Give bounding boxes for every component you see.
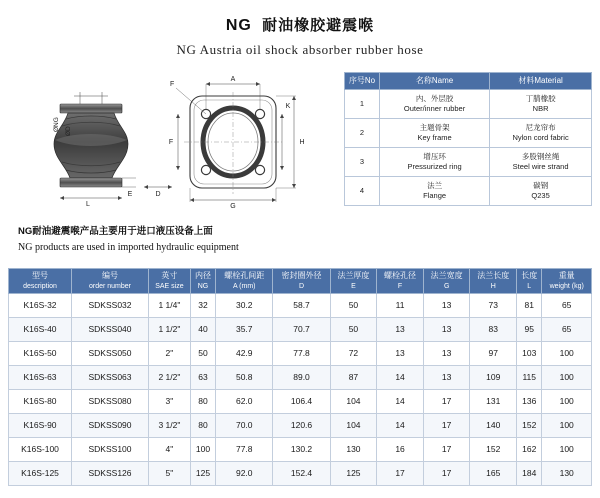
cell-order-number: SDKSS100 xyxy=(72,437,149,461)
cell-a: 77.8 xyxy=(216,437,273,461)
cell-sae-size: 3 1/2" xyxy=(149,413,191,437)
cell-e: 14 xyxy=(377,389,424,413)
cell-ng: 32 xyxy=(190,293,215,317)
cell-weight: 100 xyxy=(542,341,592,365)
table-row xyxy=(9,389,592,413)
cell-description: K16S-80 xyxy=(9,389,72,413)
label-d: D xyxy=(155,191,161,198)
cell-h: 162 xyxy=(517,437,542,461)
label-k: K xyxy=(285,103,291,110)
cell-h: 152 xyxy=(517,413,542,437)
label-f-top: F xyxy=(170,81,175,88)
cell-weight: 100 xyxy=(542,413,592,437)
material-name: 法兰 Flange xyxy=(380,177,490,206)
cell-weight: 100 xyxy=(542,389,592,413)
cell-order-number: SDKSS080 xyxy=(72,389,149,413)
cell-a: 42.9 xyxy=(216,341,273,365)
cell-weight: 65 xyxy=(542,317,592,341)
cell-d: 104 xyxy=(330,389,377,413)
cell-seal-od: 106.4 xyxy=(273,389,330,413)
cell-a: 92.0 xyxy=(216,461,273,485)
cell-sae-size: 2" xyxy=(149,341,191,365)
cell-sae-size: 5" xyxy=(149,461,191,485)
cell-weight: 100 xyxy=(542,437,592,461)
cell-sae-size: 1 1/4" xyxy=(149,293,191,317)
cell-sae-size: 3" xyxy=(149,389,191,413)
caption-chinese: NG耐油避震喉产品主要用于进口液压设备上面 xyxy=(18,226,213,237)
material-spec: 碳钢 Q235 xyxy=(490,177,592,206)
cell-description: K16S-90 xyxy=(9,413,72,437)
cell-f: 17 xyxy=(423,461,470,485)
cell-description: K16S-125 xyxy=(9,461,72,485)
cell-g: 73 xyxy=(470,293,517,317)
cell-description: K16S-32 xyxy=(9,293,72,317)
cell-seal-od: 130.2 xyxy=(273,437,330,461)
table-row xyxy=(345,148,592,177)
material-no: 2 xyxy=(345,119,380,148)
cell-e: 14 xyxy=(377,413,424,437)
cell-seal-od: 89.0 xyxy=(273,365,330,389)
cell-ng: 80 xyxy=(190,389,215,413)
cell-ng: 125 xyxy=(190,461,215,485)
cell-g: 140 xyxy=(470,413,517,437)
cell-d: 87 xyxy=(330,365,377,389)
table-row xyxy=(9,437,592,461)
spec-header-sae-size: 英寸 SAE size xyxy=(149,269,191,293)
materials-header-name: 名称Name xyxy=(380,73,490,90)
cell-a: 30.2 xyxy=(216,293,273,317)
spec-header-description: 型号 description xyxy=(9,269,72,293)
cell-f: 13 xyxy=(423,293,470,317)
table-row xyxy=(9,341,592,365)
spec-header-order-number: 编号 order number xyxy=(72,269,149,293)
spec-header-h: 法兰长度 H xyxy=(470,269,517,293)
cell-description: K16S-50 xyxy=(9,341,72,365)
material-spec: 丁腈橡胶 NBR xyxy=(490,90,592,119)
spec-header-ng: 内径 NG xyxy=(190,269,215,293)
drawing-side-view xyxy=(53,92,172,208)
cell-g: 83 xyxy=(470,317,517,341)
cell-seal-od: 120.6 xyxy=(273,413,330,437)
cell-seal-od: 58.7 xyxy=(273,293,330,317)
material-no: 1 xyxy=(345,90,380,119)
cell-a: 70.0 xyxy=(216,413,273,437)
material-name: 内、外层胶 Outer/inner rubber xyxy=(380,90,490,119)
cell-h: 115 xyxy=(517,365,542,389)
caption-english: NG products are used in imported hydraulic equipment xyxy=(18,242,239,254)
cell-h: 95 xyxy=(517,317,542,341)
material-spec: 多股钢丝绳 Steel wire strand xyxy=(490,148,592,177)
cell-h: 136 xyxy=(517,389,542,413)
label-g: G xyxy=(230,203,236,210)
cell-e: 14 xyxy=(377,365,424,389)
table-row xyxy=(9,461,592,485)
cell-h: 184 xyxy=(517,461,542,485)
table-row xyxy=(345,177,592,206)
material-no: 3 xyxy=(345,148,380,177)
table-row xyxy=(9,365,592,389)
title-chinese-text: 耐油橡胶避震喉 xyxy=(262,17,375,34)
title-ng-code: NG xyxy=(225,17,252,34)
cell-order-number: SDKSS050 xyxy=(72,341,149,365)
table-row xyxy=(9,413,592,437)
cell-e: 17 xyxy=(377,461,424,485)
cell-a: 62.0 xyxy=(216,389,273,413)
cell-g: 165 xyxy=(470,461,517,485)
specification-table xyxy=(8,268,592,485)
label-dn: ØNG xyxy=(53,117,60,132)
cell-h: 103 xyxy=(517,341,542,365)
cell-f: 13 xyxy=(423,317,470,341)
spec-header-a: 螺栓孔间距 A (mm) xyxy=(216,269,273,293)
cell-seal-od: 152.4 xyxy=(273,461,330,485)
cell-order-number: SDKSS090 xyxy=(72,413,149,437)
table-row xyxy=(345,90,592,119)
cell-order-number: SDKSS040 xyxy=(72,317,149,341)
label-e: E xyxy=(127,191,133,198)
cell-g: 97 xyxy=(470,341,517,365)
cell-ng: 50 xyxy=(190,341,215,365)
label-dd: ØD xyxy=(65,126,72,136)
cell-h: 81 xyxy=(517,293,542,317)
cell-e: 11 xyxy=(377,293,424,317)
spec-header-l: 长度 L xyxy=(517,269,542,293)
cell-d: 104 xyxy=(330,413,377,437)
cell-e: 16 xyxy=(377,437,424,461)
cell-description: K16S-63 xyxy=(9,365,72,389)
material-spec: 尼龙帘布 Nylon cord fabric xyxy=(490,119,592,148)
cell-weight: 130 xyxy=(542,461,592,485)
label-a: A xyxy=(230,76,236,83)
title-chinese xyxy=(0,14,600,35)
spec-table-container xyxy=(0,268,600,485)
table-row xyxy=(9,293,592,317)
cell-sae-size: 4" xyxy=(149,437,191,461)
material-name: 主题骨架 Key frame xyxy=(380,119,490,148)
spec-header-f: 螺栓孔径 F xyxy=(377,269,424,293)
cell-e: 13 xyxy=(377,341,424,365)
product-caption xyxy=(0,224,600,256)
label-h: H xyxy=(299,139,305,146)
cell-a: 35.7 xyxy=(216,317,273,341)
cell-g: 152 xyxy=(470,437,517,461)
cell-d: 72 xyxy=(330,341,377,365)
material-name: 增压环 Pressurized ring xyxy=(380,148,490,177)
materials-header-row xyxy=(345,73,592,90)
upper-section xyxy=(0,70,600,218)
spec-header-g: 法兰宽度 G xyxy=(423,269,470,293)
cell-ng: 63 xyxy=(190,365,215,389)
materials-header-no: 序号No xyxy=(345,73,380,90)
cell-ng: 40 xyxy=(190,317,215,341)
spec-header-e: 法兰厚度 E xyxy=(330,269,377,293)
table-row xyxy=(9,317,592,341)
spec-header-row xyxy=(9,269,592,293)
cell-e: 13 xyxy=(377,317,424,341)
cell-f: 17 xyxy=(423,389,470,413)
cell-description: K16S-40 xyxy=(9,317,72,341)
spec-header-weight: 重量 weight (kg) xyxy=(542,269,592,293)
technical-drawing xyxy=(18,70,338,218)
cell-d: 125 xyxy=(330,461,377,485)
cell-a: 50.8 xyxy=(216,365,273,389)
cell-d: 50 xyxy=(330,317,377,341)
spec-header-d-seal: 密封圈外径 D xyxy=(273,269,330,293)
cell-order-number: SDKSS063 xyxy=(72,365,149,389)
cell-f: 13 xyxy=(423,365,470,389)
drawing-flange-view xyxy=(169,76,305,210)
label-f: F xyxy=(168,139,174,146)
label-l: L xyxy=(86,201,90,208)
cell-d: 130 xyxy=(330,437,377,461)
cell-ng: 100 xyxy=(190,437,215,461)
cell-ng: 80 xyxy=(190,413,215,437)
cell-d: 50 xyxy=(330,293,377,317)
materials-table xyxy=(344,72,592,206)
cell-weight: 100 xyxy=(542,365,592,389)
cell-g: 131 xyxy=(470,389,517,413)
table-row xyxy=(345,119,592,148)
cell-seal-od: 70.7 xyxy=(273,317,330,341)
cell-f: 17 xyxy=(423,413,470,437)
cell-g: 109 xyxy=(470,365,517,389)
title-english: NG Austria oil shock absorber rubber hose xyxy=(176,42,424,57)
material-no: 4 xyxy=(345,177,380,206)
cell-sae-size: 1 1/2" xyxy=(149,317,191,341)
cell-f: 13 xyxy=(423,341,470,365)
cell-seal-od: 77.8 xyxy=(273,341,330,365)
cell-description: K16S-100 xyxy=(9,437,72,461)
cell-sae-size: 2 1/2" xyxy=(149,365,191,389)
drawing-svg xyxy=(18,70,338,218)
cell-f: 17 xyxy=(423,437,470,461)
cell-order-number: SDKSS126 xyxy=(72,461,149,485)
page-title xyxy=(0,0,600,58)
materials-header-material: 材料Material xyxy=(490,73,592,90)
cell-weight: 65 xyxy=(542,293,592,317)
cell-order-number: SDKSS032 xyxy=(72,293,149,317)
